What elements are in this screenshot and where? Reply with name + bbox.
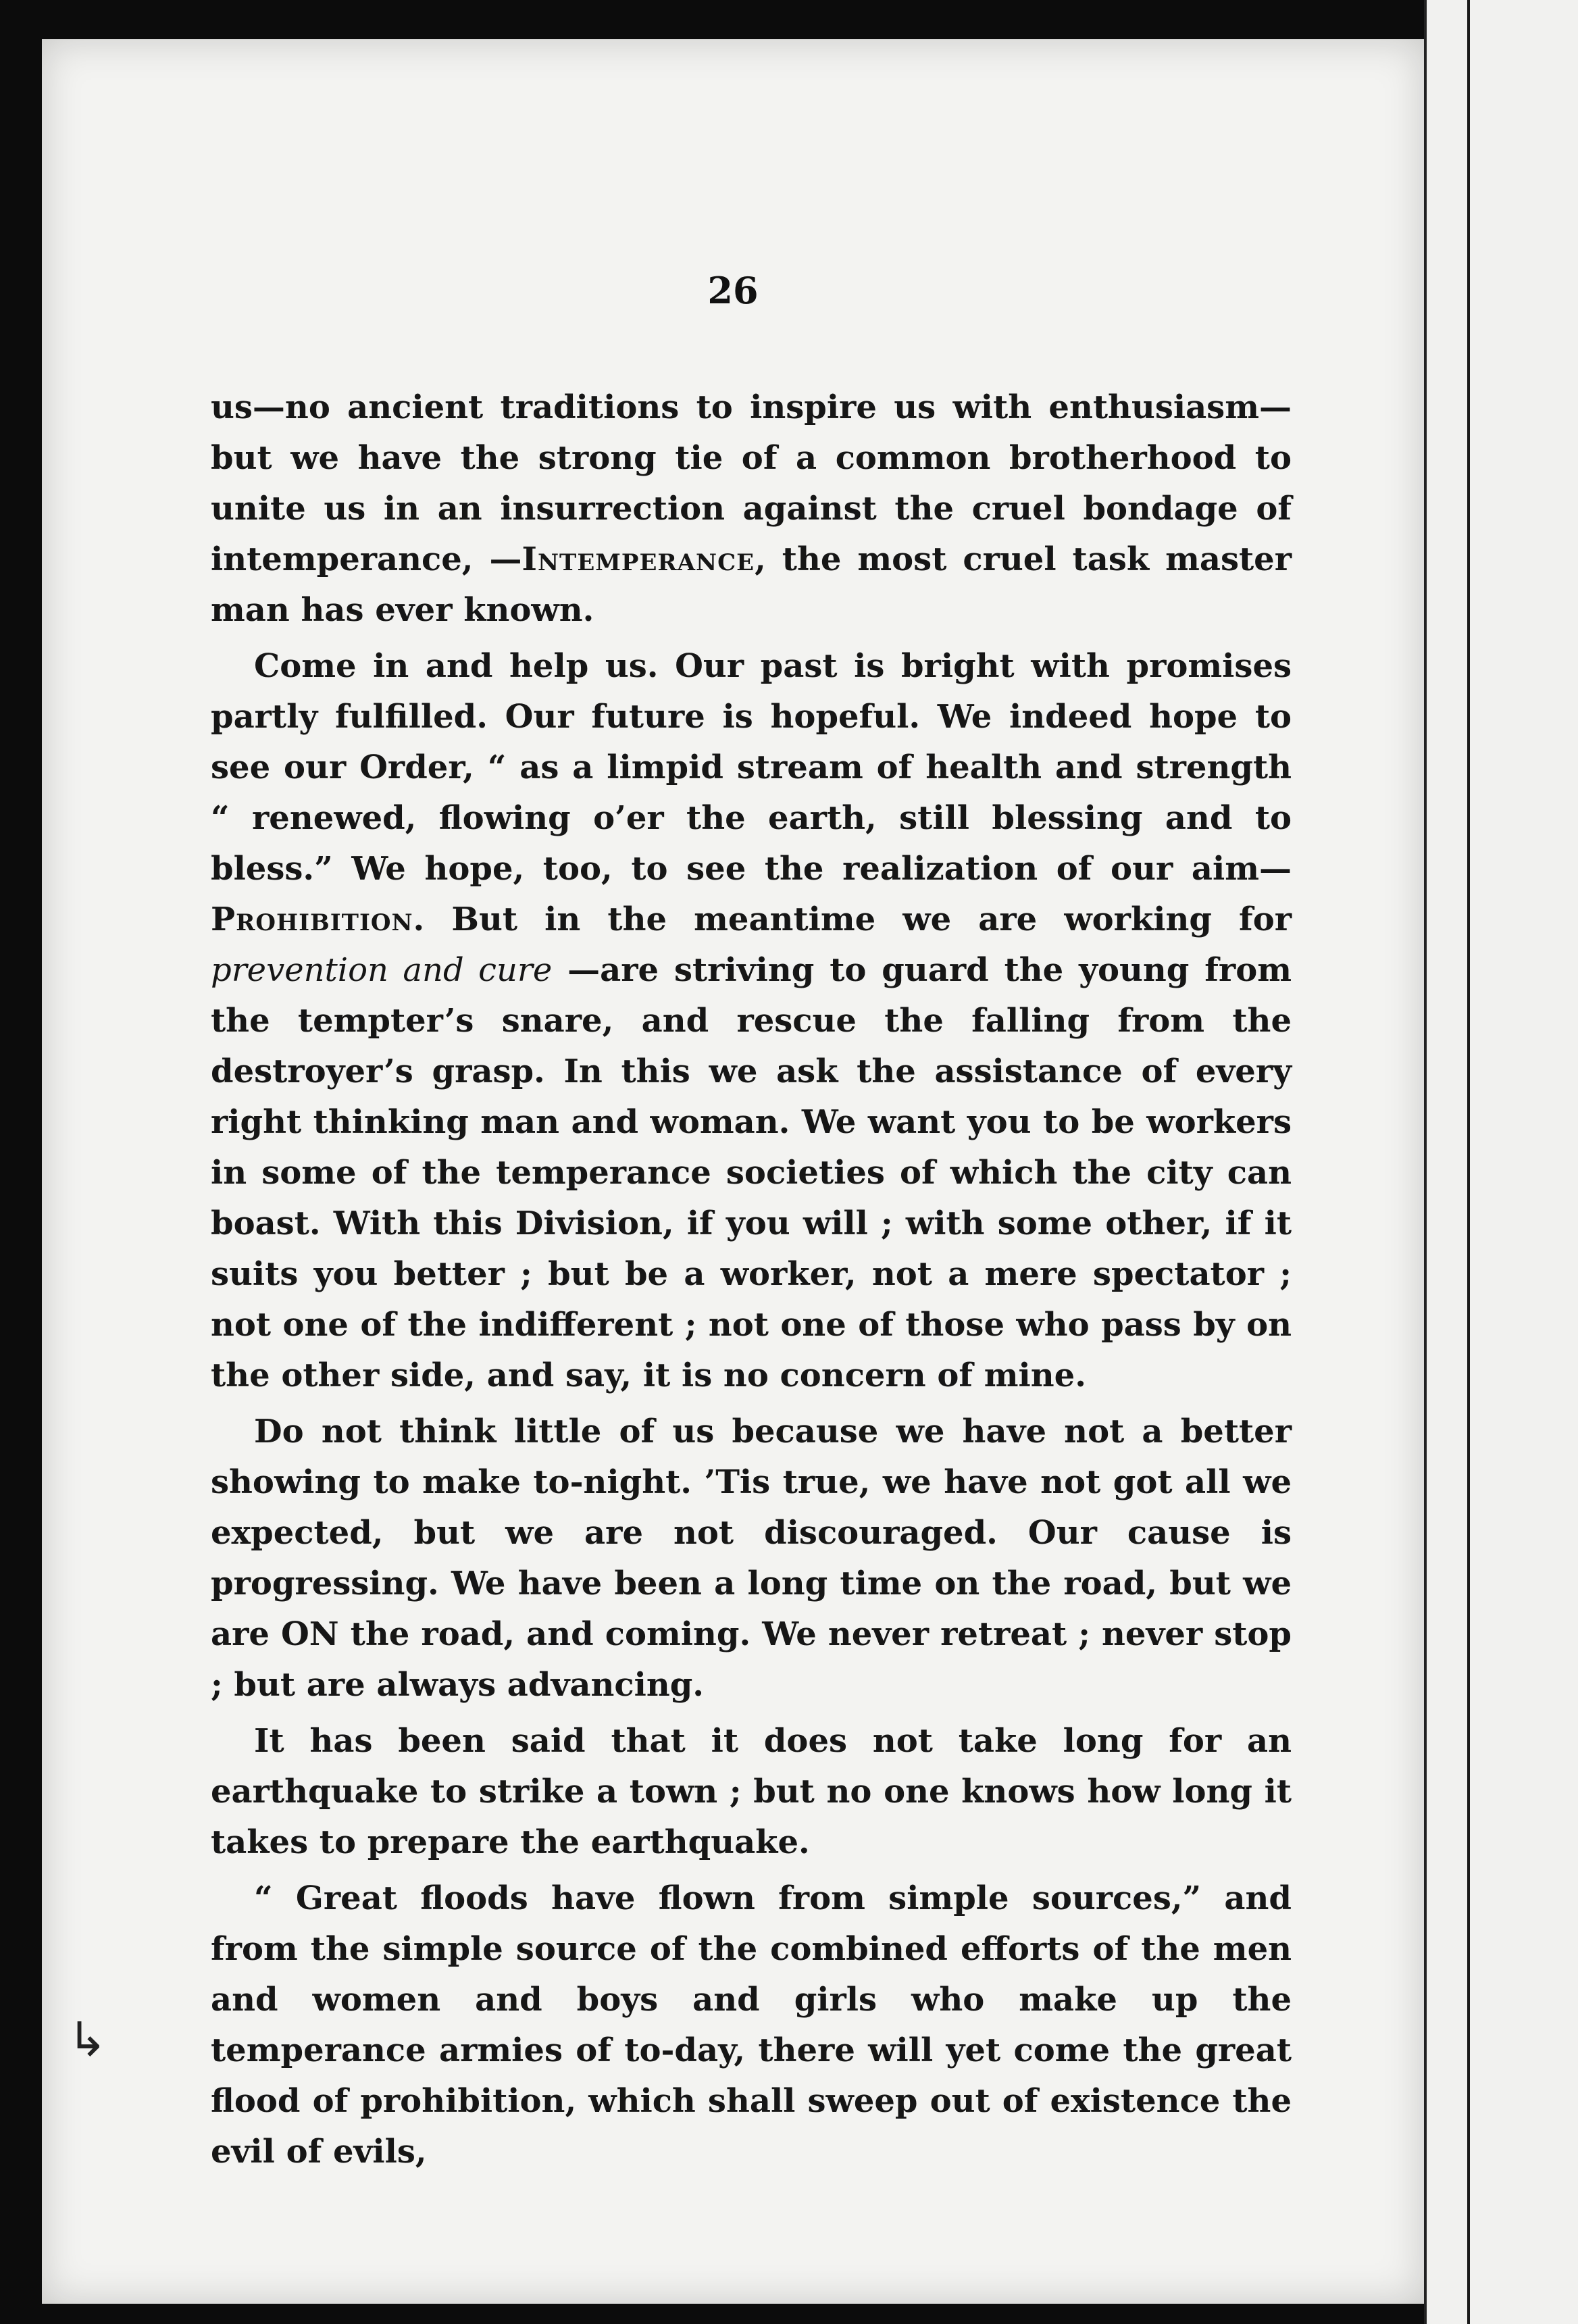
margin-mark-icon: ↳ <box>68 2012 107 2067</box>
book-page <box>42 39 1424 2304</box>
body-text <box>211 382 1292 2177</box>
paragraph-p1 <box>211 641 1292 1401</box>
paragraph-p3 <box>211 1716 1292 1868</box>
text-segment: Come in and help us. Our past is bright with promises partly fulfilled. Our future is hopeful. We indeed hope to see our Order, “ as a limpid stream of health and strength “ renewed, flowing o’er the earth, still blessing and to bless.” We hope, too, to see the realization of our aim— <box>211 647 1292 888</box>
text-segment: Intemperance <box>521 540 755 578</box>
text-segment: Prohibition <box>211 901 413 938</box>
text-segment: “ Great floods have flown from simple sources,” and from the simple source of the combined efforts of the men and women and boys and girls who make up the temperance armies of to-day, there will yet come the great flood of prohibition, which shall sweep out of existence the evil of evils, <box>211 1879 1292 2171</box>
paragraph-p4 <box>211 1873 1292 2177</box>
text-segment: —are striving to guard the young from the tempter’s snare, and rescue the falling from the destroyer’s grasp. In this we ask the assistance of every right thinking man and woman. We want you to be workers in some of the temperance societies of which the city can boast. With this Division, if you will ; with some other, if it suits you better ; but be a worker, not a mere spectator ; not one of the indifferent ; not one of those who pass by on the other side, and say, it is no concern of mine. <box>211 951 1292 1394</box>
page-number: 26 <box>707 269 759 312</box>
text-segment: . But in the meantime we are working for <box>413 901 1292 938</box>
text-segment: , the most cruel task master man has ever known. <box>211 540 1292 629</box>
paragraph-p2 <box>211 1407 1292 1711</box>
adjacent-page-edge <box>1424 0 1578 2324</box>
text-segment: Do not think little of us because we have not a better showing to make to-night. ’Tis true, we have not got all we expected, but we are not discouraged. Our cause is progressing. We have been a long time on the road, but we are ON the road, and coming. We never retreat ; never stop ; but are always advancing. <box>211 1413 1292 1704</box>
text-segment: It has been said that it does not take long for an earthquake to strike a town ; but no one knows how long it takes to prepare the earthquake. <box>211 1722 1292 1861</box>
text-segment: prevention and cure <box>211 951 553 989</box>
text-segment: us—no ancient traditions to inspire us with enthusiasm—but we have the strong tie of a common brotherhood to unite us in an insurrection against the cruel bondage of intemperance, — <box>211 388 1292 578</box>
page-gutter-line <box>1467 0 1470 2324</box>
paragraph-p0 <box>211 382 1292 636</box>
